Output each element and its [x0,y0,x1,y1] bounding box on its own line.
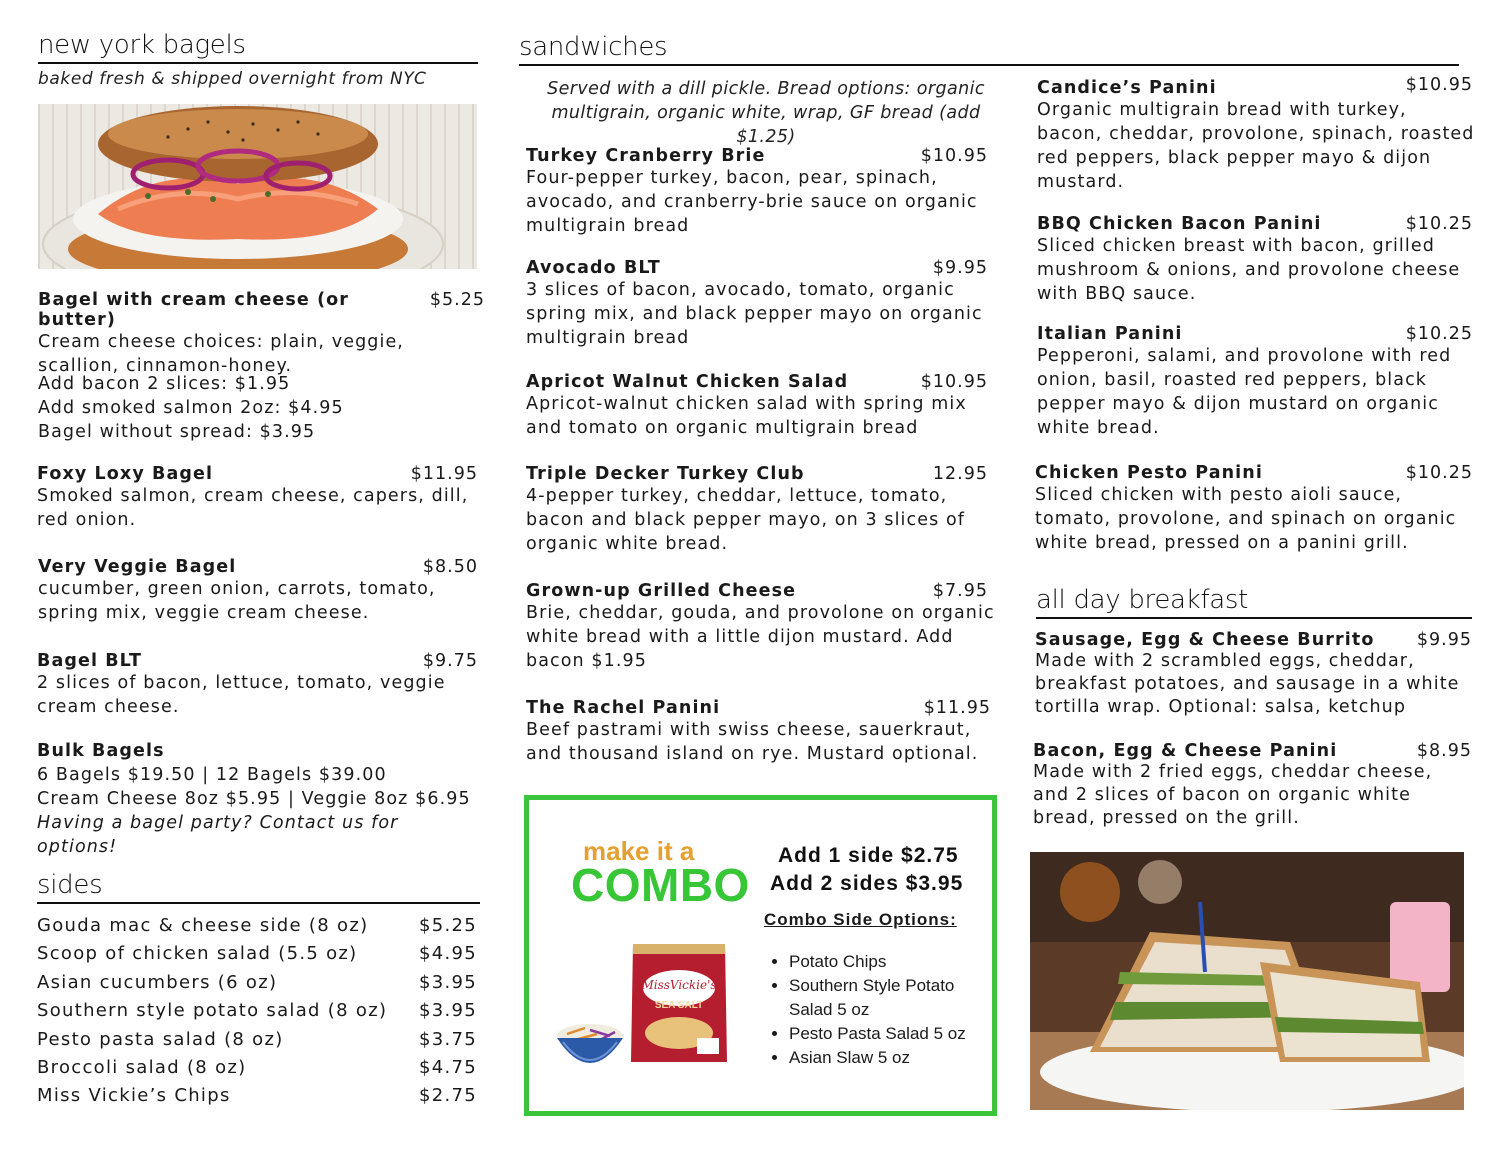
item-price: $10.95 [920,146,988,166]
item-name: Bagel with cream cheese (or butter) [38,290,350,330]
list-item [37,969,477,997]
addon-line: Bagel without spread: $3.95 [38,422,316,442]
item-description: Made with 2 fried eggs, cheddar cheese, and 2 slices of bacon on organic white bread, pressed on the grill. [1033,762,1433,828]
slaw-bowl-icon [555,1018,625,1073]
item-description: 4-pepper turkey, cheddar, lettuce, tomato, bacon and black pepper mayo, on 3 slices of organic white bread. [526,486,966,554]
item-price: $11.95 [410,464,478,484]
bulk-bagels [37,741,482,859]
combo-add-two: Add 2 sides $3.95 [770,872,964,895]
item-name: Grown-up Grilled Cheese [526,581,797,601]
club-sandwich-photo [1030,852,1464,1110]
item-price: $10.25 [1405,214,1473,234]
list-item [37,912,477,940]
item-price: $10.95 [920,372,988,392]
chips-flavor: SEA SALT [654,1000,704,1011]
menu-item-foxy-loxy [37,464,478,532]
menu-item-bagel-blt [37,651,478,719]
item-price: $10.25 [1405,324,1473,344]
side-price: $4.75 [418,1056,477,1078]
combo-big-label: COMBO [571,859,750,911]
combo-box [524,795,997,1116]
item-price: $7.95 [932,581,988,601]
list-item: • Southern Style Potato Salad 5 oz [789,974,989,1022]
sandwiches-title: sandwiches [519,32,1459,66]
bagel-icon [38,104,477,269]
menu-item-grilled-cheese [526,581,995,673]
bulk-line: Cream Cheese 8oz $5.95 | Veggie 8oz $6.95 [37,789,471,809]
bagels-title: new york bagels [38,30,478,64]
list-item: • Asian Slaw 5 oz [789,1046,989,1070]
list-item [37,940,477,968]
side-price: $3.75 [418,1028,477,1050]
item-description: Brie, cheddar, gouda, and provolone on organic white bread with a little dijon mustard. Add bacon $1.95 [526,603,995,671]
side-name: Southern style potato salad (8 oz) [37,1000,388,1022]
combo-options-title: Combo Side Options: [764,910,957,929]
side-name: Broccoli salad (8 oz) [37,1056,247,1078]
sandwich-icon [1030,852,1464,1110]
combo-options-list [769,950,989,1070]
item-name: Turkey Cranberry Brie [526,146,766,166]
item-price: $10.25 [1405,463,1473,483]
item-description: Apricot-walnut chicken salad with spring mix and tomato on organic multigrain bread [526,394,967,438]
item-name: Avocado BLT [526,258,661,278]
menu-item-avocado-blt [526,258,988,350]
item-name: The Rachel Panini [526,698,721,718]
item-price: $9.95 [932,258,988,278]
combo-small-label: make it a [583,836,695,866]
item-description: Beef pastrami with swiss cheese, sauerkraut, and thousand island on rye. Mustard optional. [526,720,979,764]
item-price: $9.95 [1416,630,1472,650]
side-name: Gouda mac & cheese side (8 oz) [37,915,369,936]
item-description: Smoked salmon, cream cheese, capers, dill, red onion. [37,486,469,530]
menu-item-rachel-panini [526,698,991,766]
bulk-line: 6 Bagels $19.50 | 12 Bagels $39.00 [37,765,387,785]
item-description: Four-pepper turkey, bacon, pear, spinach, avocado, and cranberry-brie sauce on organic multigrain bread [526,168,978,236]
menu-item-bbq-chicken-panini [1037,214,1473,306]
bagel-addons [38,372,478,444]
item-name: BBQ Chicken Bacon Panini [1037,214,1322,234]
item-name: Chicken Pesto Panini [1035,463,1263,483]
item-price: 12.95 [932,464,988,484]
menu-item-turkey-cranberry-brie [526,146,988,238]
item-name: Bagel BLT [37,651,143,671]
side-name: Pesto pasta salad (8 oz) [37,1028,284,1050]
menu-item-italian-panini [1037,324,1473,440]
chips-brand: MissVickie's [641,978,717,992]
menu-item-triple-decker [526,464,988,556]
item-name: Sausage, Egg & Cheese Burrito [1035,630,1375,650]
item-description: 2 slices of bacon, lettuce, tomato, veggie cream cheese. [37,673,446,717]
side-name: Miss Vickie’s Chips [37,1085,231,1107]
sides-list [37,912,477,1111]
item-description: Organic multigrain bread with turkey, bacon, cheddar, provolone, spinach, roasted red peppers, black pepper mayo & dijon mustard. [1037,100,1475,192]
item-name: Foxy Loxy Bagel [37,464,214,484]
menu-item-apricot-walnut [526,372,988,440]
side-price: $5.25 [418,915,477,936]
menu-item-candice-panini [1037,75,1475,194]
item-price: $8.95 [1416,741,1472,761]
breakfast-title: all day breakfast [1036,585,1472,619]
bagel-lox-photo [38,104,477,269]
menu-item-chicken-pesto-panini [1035,463,1473,555]
sides-title: sides [37,870,480,904]
item-name: Bulk Bagels [37,741,165,761]
menu-item-burrito [1035,630,1472,719]
sandwiches-intro: Served with a dill pickle. Bread options: organic multigrain, organic white, wrap, GF bread (add $1.25) [547,79,985,147]
item-description: Cream cheese choices: plain, veggie, scallion, cinnamon-honey. [38,332,404,376]
menu-item-bagel-cream-cheese [38,290,485,378]
item-name: Apricot Walnut Chicken Salad [526,372,849,392]
side-name: Asian cucumbers (6 oz) [37,971,278,993]
side-name: Scoop of chicken salad (5.5 oz) [37,943,358,965]
chips-bag-icon [627,938,731,1068]
item-description: Made with 2 scrambled eggs, cheddar, breakfast potatoes, and sausage in a white tortilla wrap. Optional: salsa, ketchup [1035,651,1460,717]
item-price: $11.95 [923,698,991,718]
item-description: Sliced chicken breast with bacon, grilled mushroom & onions, and provolone cheese with BBQ sauce. [1037,236,1461,304]
menu-item-very-veggie [38,557,478,625]
list-item [37,1082,477,1110]
list-item [37,997,477,1025]
item-name: Very Veggie Bagel [38,557,237,577]
side-price: $3.95 [418,1000,477,1022]
menu-item-bacon-egg-panini [1033,741,1472,830]
bagels-subtitle: baked fresh & shipped overnight from NYC [38,69,427,89]
list-item: • Potato Chips [789,950,989,974]
bulk-note: Having a bagel party? Contact us for options! [37,813,399,857]
side-price: $4.95 [418,943,477,965]
item-name: Italian Panini [1037,324,1183,344]
list-item [37,1054,477,1082]
item-description: 3 slices of bacon, avocado, tomato, organic spring mix, and black pepper mayo on organic multigrain bread [526,280,983,348]
side-price: $2.75 [418,1085,477,1107]
item-price: $8.50 [422,557,478,577]
item-name: Bacon, Egg & Cheese Panini [1033,741,1338,761]
item-description: Sliced chicken with pesto aioli sauce, tomato, provolone, and spinach on organic white bread, pressed on a panini grill. [1035,485,1457,553]
item-price: $9.75 [422,651,478,671]
item-description: Pepperoni, salami, and provolone with red onion, basil, roasted red peppers, black pepper mayo & dijon mustard on organic white bread. [1037,346,1452,438]
item-name: Candice’s Panini [1037,78,1217,98]
side-price: $3.95 [418,971,477,993]
addon-line: Add bacon 2 slices: $1.95 [38,374,291,394]
item-price: $5.25 [429,290,485,310]
item-description: cucumber, green onion, carrots, tomato, spring mix, veggie cream cheese. [38,579,436,623]
list-item [37,1026,477,1054]
item-price: $10.95 [1405,75,1473,95]
combo-add-one: Add 1 side $2.75 [778,844,959,867]
list-item: • Pesto Pasta Salad 5 oz [789,1022,989,1046]
addon-line: Add smoked salmon 2oz: $4.95 [38,398,344,418]
item-name: Triple Decker Turkey Club [526,464,805,484]
